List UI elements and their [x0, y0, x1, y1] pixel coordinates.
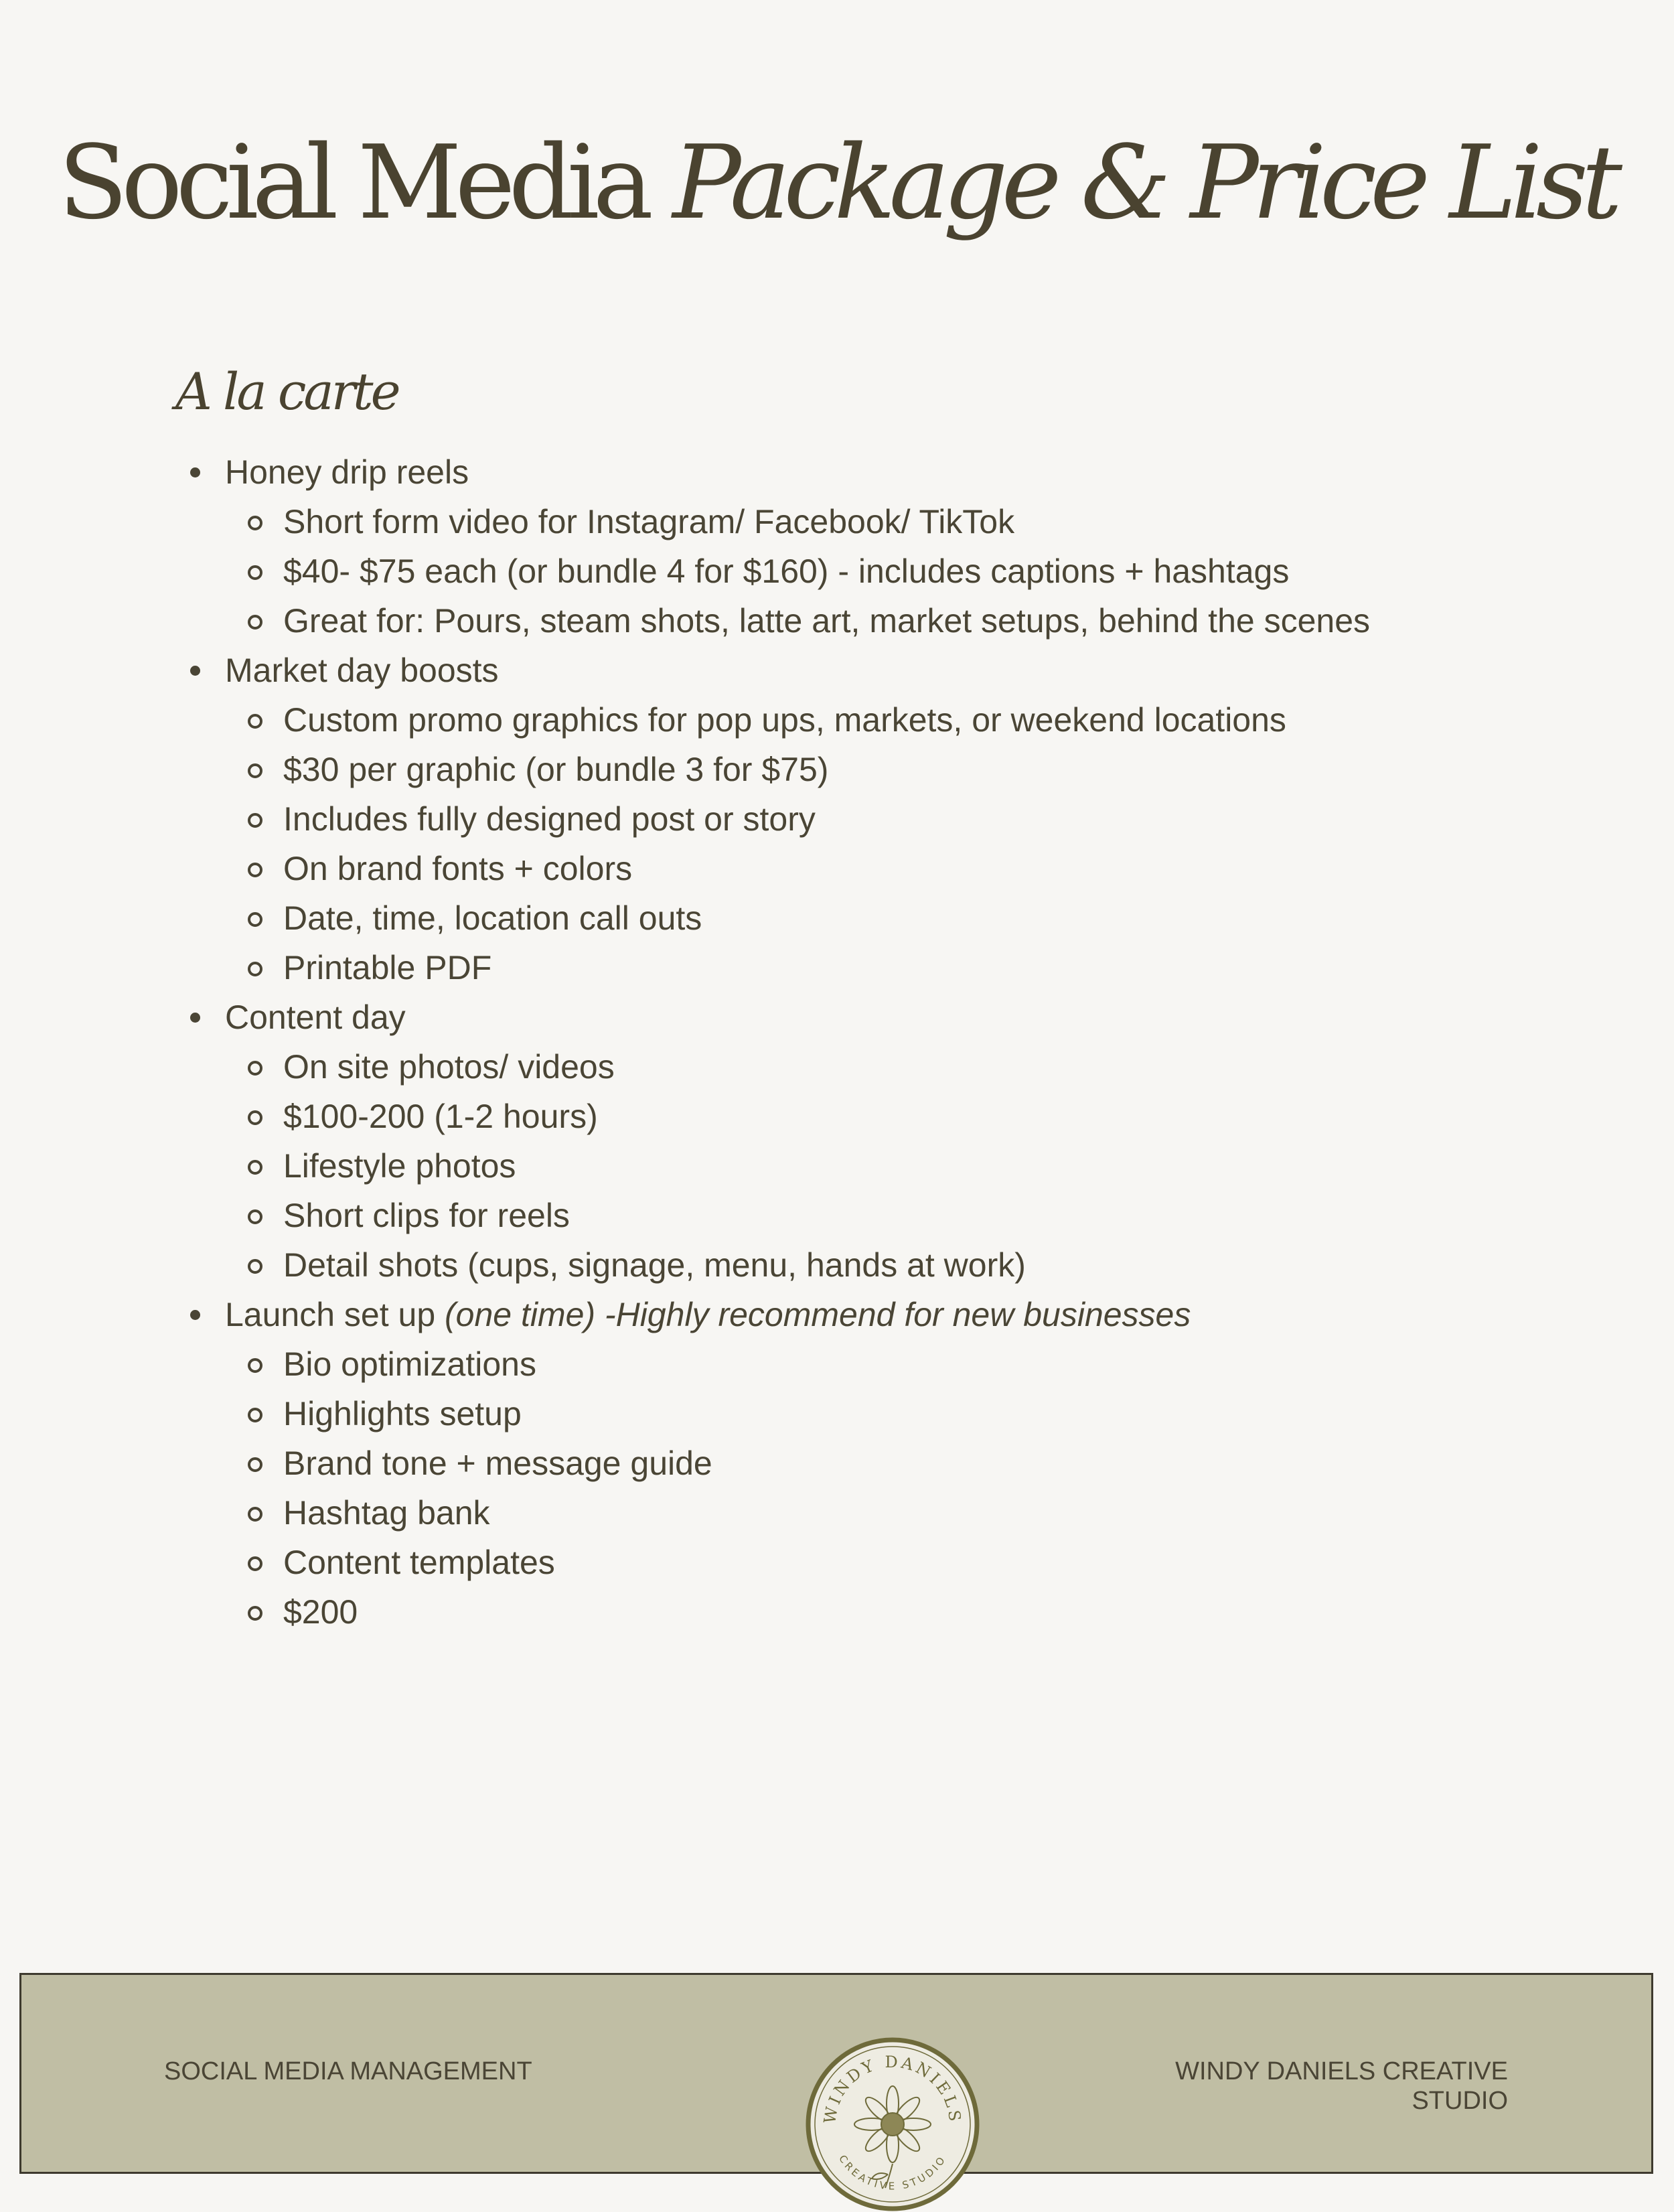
sub-list-item	[0, 1042, 1674, 1092]
sub-list-item	[0, 546, 1674, 596]
sub-list-item	[0, 1191, 1674, 1240]
services-list	[0, 447, 1674, 1637]
sub-item-text: Lifestyle photos	[283, 1147, 516, 1185]
logo-bottom-text: CREATIVE STUDIO	[836, 2152, 949, 2193]
bullet-circle-icon	[248, 1606, 262, 1621]
sub-item-text: $30 per graphic (or bundle 3 for $75)	[283, 751, 829, 788]
footer-left-text: SOCIAL MEDIA MANAGEMENT	[164, 2057, 532, 2085]
sub-list-item	[0, 1141, 1674, 1191]
sub-item-text: On brand fonts + colors	[283, 850, 633, 887]
sub-list-item	[0, 943, 1674, 992]
sub-item-text: Date, time, location call outs	[283, 899, 702, 937]
sub-item-text: Hashtag bank	[283, 1494, 490, 1532]
bullet-dot-icon	[190, 666, 200, 676]
section-heading: A la carte	[175, 362, 398, 421]
sub-list-item	[0, 1587, 1674, 1637]
sub-list-item	[0, 497, 1674, 546]
sub-item-text: Great for: Pours, steam shots, latte art, market setups, behind the scenes	[283, 602, 1370, 640]
service-label: Market day boosts	[225, 652, 499, 689]
bullet-circle-icon	[248, 813, 262, 828]
studio-logo-badge	[805, 2037, 980, 2212]
sub-item-text: Custom promo graphics for pop ups, markets, or weekend locations	[283, 701, 1286, 739]
bullet-circle-icon	[248, 962, 262, 976]
sub-item-text: Short clips for reels	[283, 1197, 570, 1234]
sub-item-text: Bio optimizations	[283, 1345, 536, 1383]
list-item	[0, 646, 1674, 695]
sub-item-text: Short form video for Instagram/ Facebook/ TikTok	[283, 503, 1015, 540]
sub-list-item	[0, 1339, 1674, 1389]
bullet-circle-icon	[248, 1556, 262, 1571]
list-item	[0, 447, 1674, 497]
bullet-circle-icon	[248, 1457, 262, 1472]
sub-item-text: Includes fully designed post or story	[283, 800, 816, 838]
title-italic-part: Package & Price List	[672, 123, 1616, 242]
bullet-circle-icon	[248, 912, 262, 927]
footer-right-text: WINDY DANIELS CREATIVE STUDIO	[1175, 2057, 1508, 2115]
sub-item-text: Highlights setup	[283, 1395, 522, 1432]
service-label: Content day	[225, 999, 406, 1036]
bullet-circle-icon	[248, 1408, 262, 1422]
sub-list-item	[0, 695, 1674, 745]
service-label: Honey drip reels	[225, 453, 469, 491]
bullet-circle-icon	[248, 1110, 262, 1125]
bullet-dot-icon	[190, 1310, 200, 1320]
sub-item-text: Content templates	[283, 1544, 555, 1581]
sub-list-item	[0, 1488, 1674, 1538]
sub-item-text: $100-200 (1-2 hours)	[283, 1098, 598, 1135]
sub-item-text: Printable PDF	[283, 949, 492, 986]
bullet-circle-icon	[248, 1160, 262, 1175]
bullet-circle-icon	[248, 1358, 262, 1373]
list-item	[0, 1290, 1674, 1339]
sub-list-item	[0, 893, 1674, 943]
bullet-circle-icon	[248, 565, 262, 580]
bullet-circle-icon	[248, 863, 262, 877]
sub-list-item	[0, 794, 1674, 844]
footer-band	[19, 1973, 1653, 2193]
sub-item-text: Detail shots (cups, signage, menu, hands at work)	[283, 1246, 1026, 1284]
bullet-circle-icon	[248, 1259, 262, 1274]
sub-item-text: Brand tone + message guide	[283, 1445, 712, 1482]
sub-list-item	[0, 745, 1674, 794]
title-regular-part: Social Media	[58, 123, 673, 242]
bullet-circle-icon	[248, 714, 262, 729]
page-title	[0, 119, 1674, 246]
bullet-circle-icon	[248, 516, 262, 530]
bullet-circle-icon	[248, 1209, 262, 1224]
sub-list-item	[0, 844, 1674, 893]
sub-list-item	[0, 1240, 1674, 1290]
sub-item-text: On site photos/ videos	[283, 1048, 615, 1086]
sub-item-text: $40- $75 each (or bundle 4 for $160) - includes captions + hashtags	[283, 552, 1290, 590]
list-item	[0, 992, 1674, 1042]
sub-list-item	[0, 1439, 1674, 1488]
bullet-circle-icon	[248, 1507, 262, 1522]
sub-list-item	[0, 596, 1674, 646]
sub-list-item	[0, 1389, 1674, 1439]
sub-list-item	[0, 1538, 1674, 1587]
bullet-dot-icon	[190, 467, 200, 477]
service-note: (one time) -Highly recommend for new businesses	[445, 1296, 1191, 1333]
logo-top-text: WINDY DANIELS	[820, 2052, 965, 2126]
sub-list-item	[0, 1092, 1674, 1141]
bullet-dot-icon	[190, 1013, 200, 1023]
bullet-circle-icon	[248, 615, 262, 630]
sub-item-text: $200	[283, 1593, 358, 1631]
bullet-circle-icon	[248, 763, 262, 778]
bullet-circle-icon	[248, 1061, 262, 1076]
service-label: Launch set up	[225, 1296, 445, 1333]
